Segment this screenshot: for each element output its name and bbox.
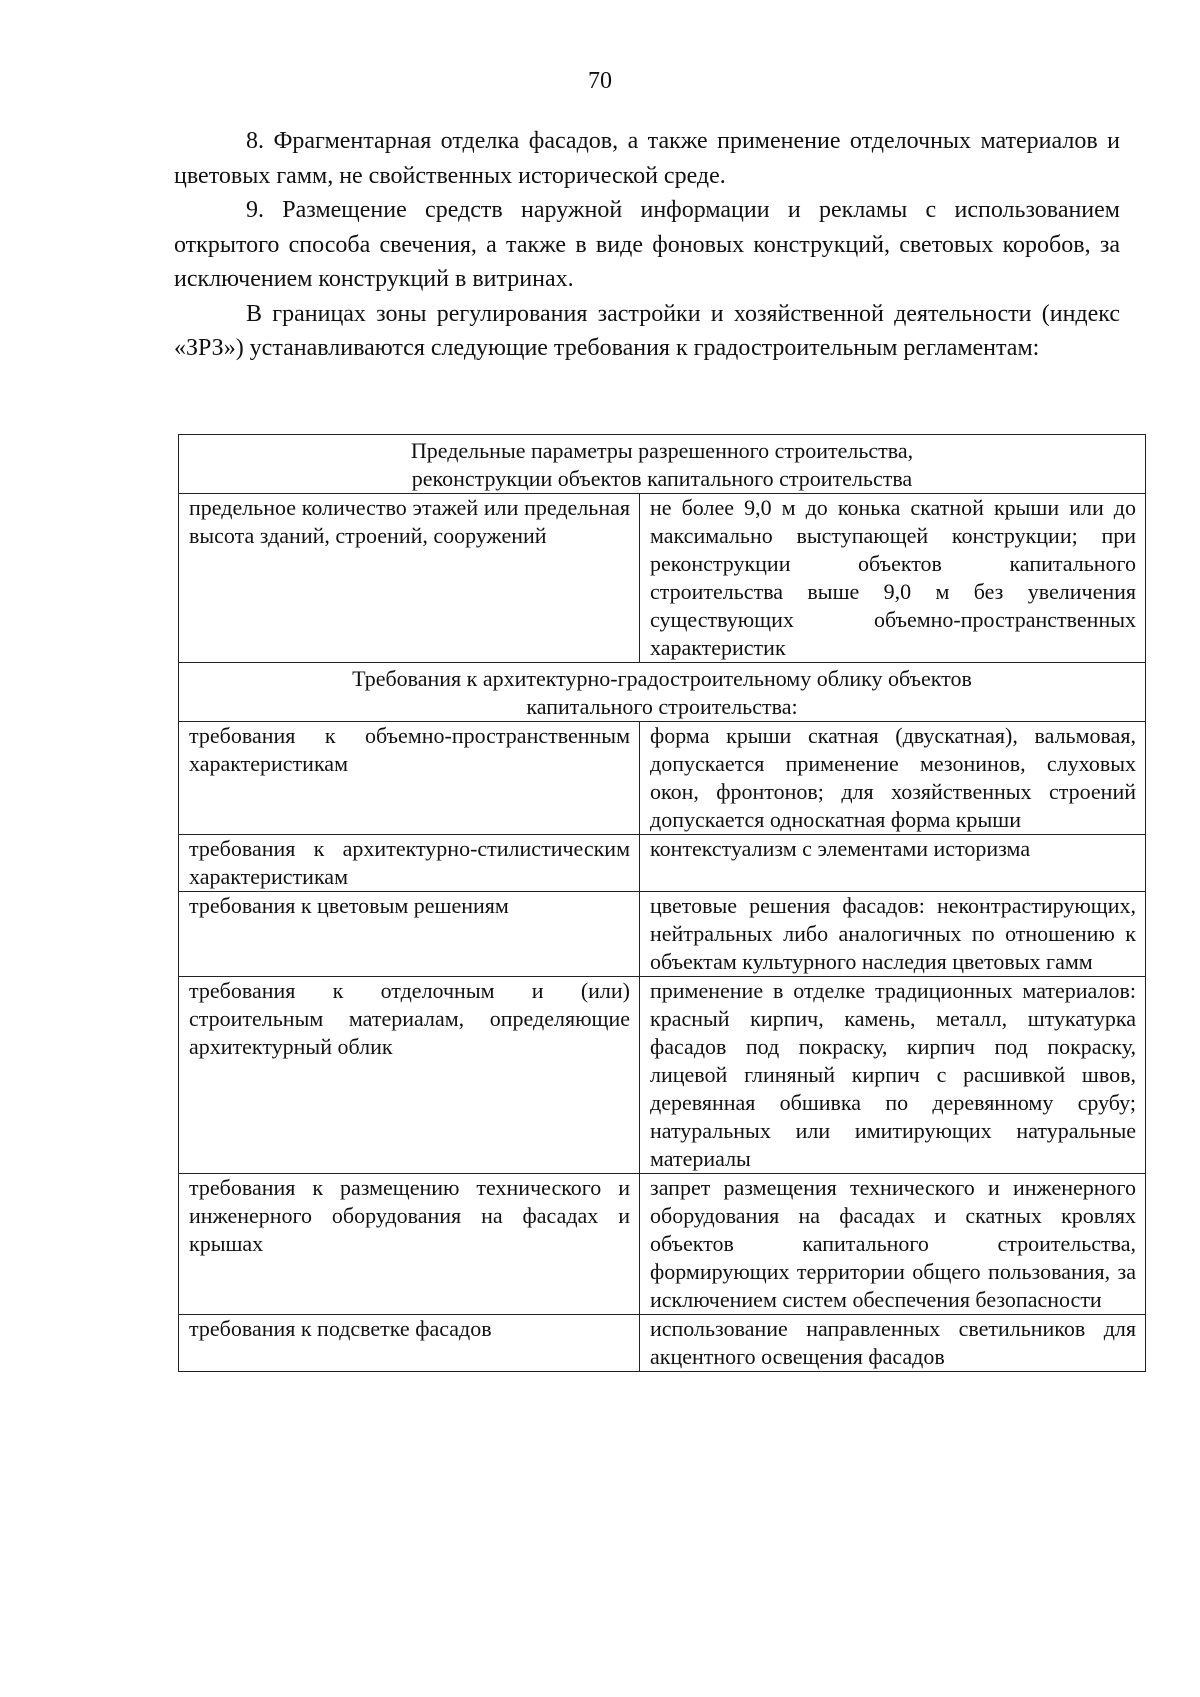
table-row: [179, 494, 1146, 663]
value-cell: контекстуализм с элементами историзма: [640, 835, 1146, 892]
page-number: 70: [588, 68, 612, 94]
paragraph-8: 8. Фрагментарная отделка фасадов, а также применение отделочных материалов и цветовых гамм, не свойственных исторической среде.: [174, 128, 1120, 189]
param-cell: требования к размещению технического и инженерного оборудования на фасадах и крышах: [179, 1174, 640, 1315]
table-row: [179, 1174, 1146, 1315]
paragraph-zrz: В границах зоны регулирования застройки и хозяйственной деятельности (индекс «ЗРЗ») устанавливаются следующие требования к градостроительным регламентам:: [174, 300, 1120, 361]
intro-text: [174, 124, 1120, 366]
regulations-table: [178, 434, 1146, 1372]
param-cell: требования к отделочным и (или) строительным материалам, определяющие архитектурный облик: [179, 977, 640, 1174]
value-cell: цветовые решения фасадов: неконтрастирующих, нейтральных либо аналогичных по отношению к объектам культурного наследия цветовых гамм: [640, 892, 1146, 977]
section-header-row: [179, 663, 1146, 722]
param-cell: требования к объемно-пространственным характеристикам: [179, 722, 640, 835]
section-header-line: Требования к архитектурно-градостроительному облику объектов: [352, 666, 972, 691]
section-header-line: капитального строительства:: [526, 694, 798, 719]
section-header-limits: [179, 435, 1146, 494]
param-cell: требования к цветовым решениям: [179, 892, 640, 977]
param-cell: предельное количество этажей или предельная высота зданий, строений, сооружений: [179, 494, 640, 663]
value-cell: запрет размещения технического и инженерного оборудования на фасадах и скатных кровлях объектов капитального строительства, формирующих территории общего пользования, за исключением систем обеспечения безопасности: [640, 1174, 1146, 1315]
section-header-appearance: [179, 663, 1146, 722]
paragraph-9: 9. Размещение средств наружной информации и рекламы с использованием открытого способа свечения, а также в виде фоновых конструкций, световых коробов, за исключением конструкций в витринах.: [174, 197, 1120, 292]
value-cell: не более 9,0 м до конька скатной крыши или до максимально выступающей конструкции; при реконструкции объектов капитального строительства выше 9,0 м без увеличения существующих объемно-пространственных характеристик: [640, 494, 1146, 663]
section-header-line: Предельные параметры разрешенного строительства,: [410, 438, 914, 463]
table-row: [179, 892, 1146, 977]
table-row: [179, 1315, 1146, 1372]
param-cell: требования к подсветке фасадов: [179, 1315, 640, 1372]
section-header-row: [179, 435, 1146, 494]
section-header-line: реконструкции объектов капитального строительства: [411, 466, 913, 491]
value-cell: использование направленных светильников для акцентного освещения фасадов: [640, 1315, 1146, 1372]
table-row: [179, 977, 1146, 1174]
value-cell: применение в отделке традиционных материалов: красный кирпич, камень, металл, штукатурка фасадов под покраску, кирпич под покраску, лицевой глиняный кирпич с расшивкой швов, деревянная обшивка по деревянному срубу; натуральных или имитирующих натуральные материалы: [640, 977, 1146, 1174]
table-row: [179, 722, 1146, 835]
param-cell: требования к архитектурно-стилистическим характеристикам: [179, 835, 640, 892]
table-row: [179, 835, 1146, 892]
value-cell: форма крыши скатная (двускатная), вальмовая, допускается применение мезонинов, слуховых окон, фронтонов; для хозяйственных строений допускается односкатная форма крыши: [640, 722, 1146, 835]
